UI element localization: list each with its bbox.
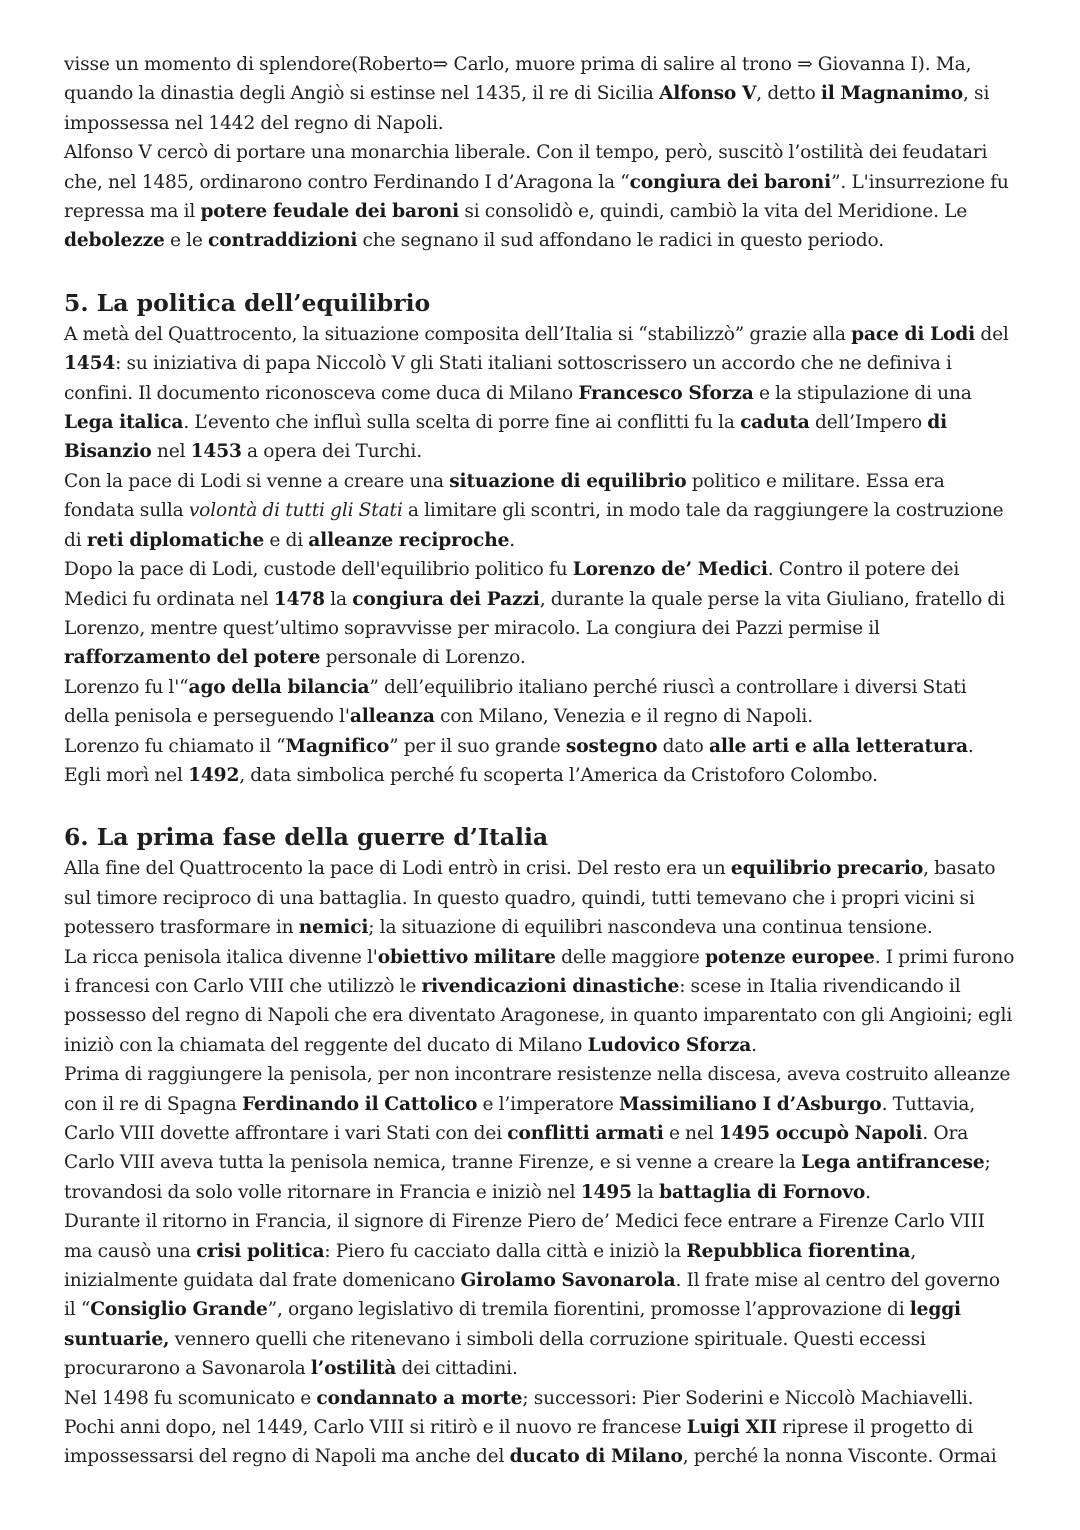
bold-text: battaglia di Fornovo <box>659 1181 866 1203</box>
bold-text: rafforzamento del potere <box>64 647 321 669</box>
text-run: e l’imperatore <box>477 1093 619 1115</box>
text-run: . <box>865 1181 871 1203</box>
text-run: Dopo la pace di Lodi, custode dell'equilibrio politico fu <box>64 559 573 581</box>
bold-text: obiettivo militare <box>377 946 556 968</box>
paragraph <box>64 320 1016 467</box>
text-run: ; trovandosi da solo volle ritornare in Francia e iniziò nel <box>64 1152 991 1203</box>
text-run: del <box>975 323 1009 345</box>
text-run: . <box>509 529 516 551</box>
text-run: , detto <box>756 83 821 105</box>
section-heading: 5. La politica dell’equilibrio <box>64 288 431 317</box>
text-run: che segnano il sud affondano le radici in questo periodo. <box>357 230 885 252</box>
paragraph <box>64 138 1016 256</box>
section-napoli <box>64 50 1016 256</box>
bold-text: Lorenzo de’ Medici <box>572 559 768 581</box>
text-run: Egli morì nel <box>64 764 189 786</box>
bold-text: debolezze <box>64 230 165 252</box>
bold-text: di Bisanzio <box>64 412 948 463</box>
bold-text: equilibrio precario <box>730 858 924 880</box>
paragraph <box>64 467 1016 555</box>
paragraph <box>64 761 1016 790</box>
text-run: a opera dei Turchi. <box>241 441 422 463</box>
text-run: con Milano, Venezia e il regno di Napoli. <box>434 706 813 728</box>
text-run: ; la situazione di equilibri nascondeva una continua tensione. <box>368 917 933 939</box>
bold-text: sostegno <box>565 735 658 757</box>
text-run: e le <box>164 230 209 252</box>
section-heading: 6. La prima fase della guerre d’Italia <box>64 823 549 852</box>
text-run: ”, organo legislativo di tremila fiorentini, promosse l’approvazione di <box>267 1299 910 1321</box>
text-run: vennero quelli che ritenevano i simboli della corruzione spirituale. Questi eccessi procurarono a Savonarola <box>64 1328 926 1380</box>
bold-text: conflitti armati <box>507 1123 664 1144</box>
text-run: : Piero fu cacciato dalla città e iniziò la <box>324 1240 687 1262</box>
text-run: dell’Impero <box>809 412 928 434</box>
text-run: , durante la quale perse la vita Giuliano, fratello di Lorenzo, mentre quest’ultimo sopravvisse per miracolo. La congiura dei Pazzi permise il <box>64 588 1005 639</box>
text-run: la <box>631 1181 660 1203</box>
bold-text: 1453 <box>190 441 242 463</box>
bold-text: 1454 <box>64 353 116 375</box>
bold-text: l’ostilità <box>310 1358 397 1380</box>
text-run: . Tuttavia, Carlo VIII dovette affrontare i vari Stati con dei <box>64 1093 976 1144</box>
text-run: . <box>967 735 974 757</box>
text-run: la <box>324 588 353 610</box>
paragraph <box>64 1207 1016 1383</box>
text-run: riprese il progetto di impossessarsi del regno di Napoli ma anche del <box>64 1417 973 1468</box>
text-run: A metà del Quattrocento, la situazione composita dell’Italia si “stabilizzò” grazie alla <box>64 323 852 345</box>
text-run: . <box>751 1034 757 1056</box>
bold-text: Consiglio Grande <box>90 1299 268 1321</box>
paragraph <box>64 854 1016 942</box>
text-run: Prima di raggiungere la penisola, per non incontrare resistenze nella discesa, aveva costruito alleanze con il re di Spagna <box>64 1064 1011 1115</box>
bold-text: alle arti e alla letteratura <box>708 735 968 757</box>
text-run: . I primi furono i francesi con Carlo VIII che utilizzò le <box>64 946 1015 997</box>
bold-text: Ludovico Sforza <box>587 1034 752 1056</box>
text-run: . Ora Carlo VIII aveva tutta la penisola nemica, tranne Firenze, e si venne a creare la <box>64 1123 969 1174</box>
bold-text: crisi politica <box>196 1240 325 1262</box>
paragraph <box>64 1060 1016 1207</box>
text-run: dei cittadini. <box>396 1358 518 1380</box>
text-run: si consolidò e, quindi, cambiò la vita del Meridione. Le <box>459 201 968 223</box>
text-run: a limitare gli scontri, in modo tale da raggiungere la costruzione di <box>64 500 1004 551</box>
bold-text: reti diplomatiche <box>86 529 265 551</box>
bold-text: 1495 occupò Napoli <box>718 1123 923 1144</box>
text-run: delle maggiore <box>555 946 706 968</box>
bold-text: alleanza <box>349 706 435 728</box>
bold-text: condannato a morte <box>316 1387 523 1409</box>
text-run: ” per il suo grande <box>389 735 566 757</box>
paragraph <box>64 732 1016 761</box>
bold-text: congiura dei baroni <box>629 171 832 193</box>
bold-text: potere feudale dei baroni <box>200 201 460 223</box>
bold-text: contraddizioni <box>208 230 358 252</box>
text-run: visse un momento di splendore(Roberto⇒ Carlo, muore prima di salire al trono ⇒ Giovanna I). Ma, quando la dinastia degli Angiò si estinse nel 1435, il re di Sicilia <box>64 54 972 105</box>
paragraph <box>64 1384 1016 1413</box>
bold-text: Lega italica <box>64 412 184 434</box>
bold-text: Lega antifrancese <box>801 1152 985 1174</box>
bold-text: Massimiliano I d’Asburgo <box>618 1093 882 1115</box>
text-run: Durante il ritorno in Francia, il signore di Firenze Piero de’ Medici fece entrare a Firenze Carlo VIII ma causò una <box>64 1211 985 1262</box>
bold-text: alleanze reciproche <box>308 529 510 551</box>
bold-text: ducato di Milano <box>509 1446 683 1468</box>
bold-text: pace di Lodi <box>851 323 976 345</box>
text-run: , si impossessa nel 1442 del regno di Napoli. <box>64 83 990 134</box>
bold-text: potenze europee <box>705 946 875 968</box>
text-run: La ricca penisola italica divenne l' <box>64 946 378 968</box>
bold-text: congiura dei Pazzi <box>352 588 540 610</box>
paragraph <box>64 50 1016 138</box>
text-run: ”. L'insurrezione fu repressa ma il <box>64 171 1009 223</box>
text-run: nel <box>151 441 191 463</box>
bold-text: leggi suntuarie, <box>64 1299 961 1350</box>
text-run: e nel <box>663 1123 719 1144</box>
bold-text: caduta <box>740 412 810 434</box>
bold-text: 1492 <box>188 764 240 786</box>
bold-text: 1478 <box>273 588 325 610</box>
text-run: Pochi anni dopo, nel 1449, Carlo VIII si ritirò e il nuovo re francese <box>64 1417 687 1439</box>
bold-text: ago della bilancia <box>188 676 370 698</box>
bold-text: nemici <box>298 917 369 939</box>
text-run: politico e militare. Essa era fondata sulla <box>64 470 945 522</box>
bold-text: situazione di equilibrio <box>449 470 687 492</box>
text-run: : scese in Italia rivendicando il possesso del regno di Napoli che era diventato Aragonese, in quanto imparentato con gli Angioini; egli iniziò con la chiamata del reggente del ducato di Milano <box>64 975 1013 1056</box>
text-run: personale di Lorenzo. <box>320 647 526 669</box>
bold-text: rivendicazioni dinastiche <box>421 975 680 997</box>
text-run: , inizialmente guidata dal frate domenicano <box>64 1240 917 1292</box>
paragraph <box>64 1413 1016 1472</box>
section-guerre-italia <box>64 821 1016 1472</box>
text-run: . L’evento che influì sulla scelta di porre fine ai conflitti fu la <box>183 412 741 434</box>
paragraph <box>64 555 1016 673</box>
bold-text: 1495 <box>580 1181 632 1203</box>
text-run: Con la pace di Lodi si venne a creare una <box>64 470 450 492</box>
text-run: . Il frate mise al centro del governo il “ <box>64 1270 1000 1321</box>
text-run: Alfonso V cercò di portare una monarchia liberale. Con il tempo, però, suscitò l’ostilità dei feudatari che, nel 1485, ordinarono contro Ferdinando I d’Aragona la “ <box>64 142 988 193</box>
text-run: ” dell’equilibrio italiano perché riuscì a controllare i diversi Stati della penisola e perseguendo l' <box>64 676 967 728</box>
bold-text: Ferdinando il Cattolico <box>241 1093 478 1115</box>
text-run: , perché la nonna Visconte. Ormai <box>682 1446 997 1468</box>
text-run: Alla fine del Quattrocento la pace di Lodi entrò in crisi. Del resto era un <box>64 858 731 880</box>
bold-text: Luigi XII <box>686 1417 777 1439</box>
text-run: , data simbolica perché fu scoperta l’America da Cristoforo Colombo. <box>239 764 878 786</box>
text-run: e la stipulazione di una <box>753 382 972 404</box>
text-run: . Contro il potere dei Medici fu ordinata nel <box>64 559 960 610</box>
text-run: , basato sul timore reciproco di una battaglia. In questo quadro, quindi, tutti temevano che i propri vicini si potessero trasformare in <box>64 858 996 939</box>
italic-text: volontà di tutti gli Stati <box>188 500 403 522</box>
text-run: dato <box>657 735 709 757</box>
bold-text: Girolamo Savonarola <box>460 1270 676 1292</box>
paragraph <box>64 673 1016 732</box>
bold-text: Alfonso V <box>658 83 757 105</box>
bold-text: Francesco Sforza <box>578 382 754 404</box>
text-run: Lorenzo fu chiamato il “ <box>64 735 286 757</box>
text-run: e di <box>264 529 309 551</box>
bold-text: Magnifico <box>285 735 390 757</box>
text-run: Nel 1498 fu scomunicato e <box>64 1387 317 1409</box>
section-politica-equilibrio <box>64 287 1016 791</box>
bold-text: il Magnanimo <box>820 83 964 105</box>
text-run: Lorenzo fu l'“ <box>64 676 189 698</box>
text-run: ; successori: Pier Soderini e Niccolò Machiavelli. <box>522 1387 974 1409</box>
bold-text: Repubblica fiorentina <box>686 1240 911 1262</box>
paragraph <box>64 943 1016 1061</box>
text-run: : su iniziativa di papa Niccolò V gli Stati italiani sottoscrissero un accordo che ne definiva i confini. Il documento riconosceva come duca di Milano <box>64 353 952 404</box>
